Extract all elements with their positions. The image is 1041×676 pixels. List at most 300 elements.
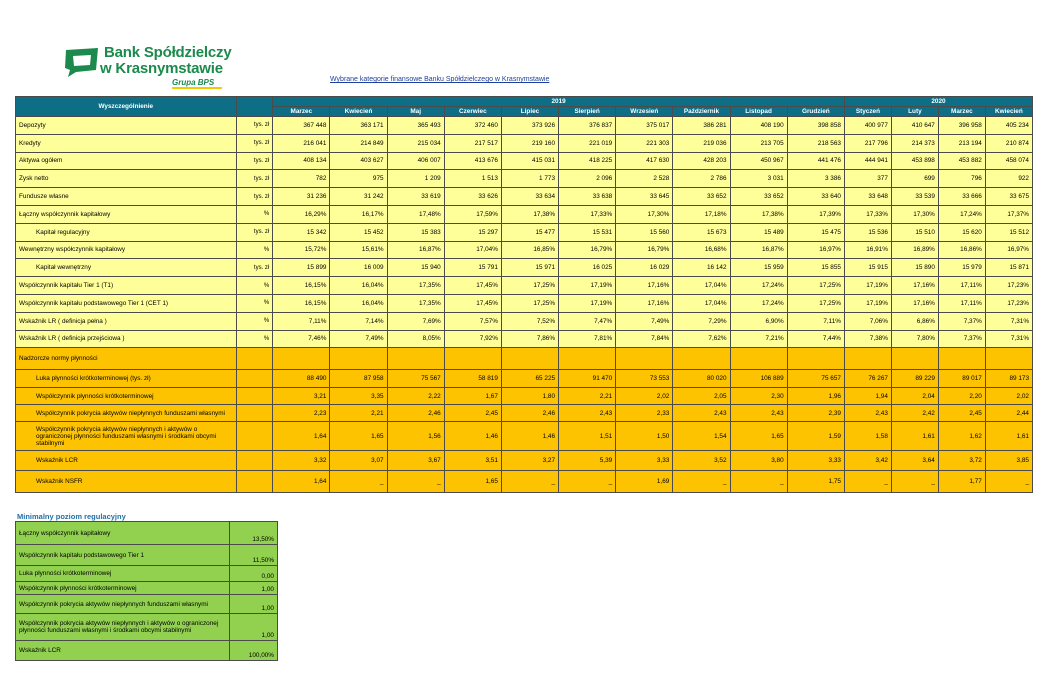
header-month: Luty <box>891 107 938 117</box>
row-value: 3,51 <box>444 451 501 471</box>
row-value: 16,87% <box>387 241 444 259</box>
row-value: 16,86% <box>938 241 985 259</box>
row-label: Współczynnik płynności krótkoterminowej <box>16 388 237 405</box>
row-value: 15 489 <box>730 223 787 241</box>
row-value: 17,23% <box>985 294 1032 312</box>
row-value: 15 512 <box>985 223 1032 241</box>
row-value: 16,17% <box>330 205 387 223</box>
row-value: 400 977 <box>844 117 891 135</box>
row-value: 7,31% <box>985 330 1032 348</box>
row-value: 210 874 <box>985 134 1032 152</box>
table-row <box>16 405 1033 422</box>
row-value: 2,02 <box>616 388 673 405</box>
row-value: 17,25% <box>787 294 844 312</box>
row-value: 58 819 <box>444 370 501 388</box>
row-value: _ <box>985 471 1032 493</box>
row-value: 1,96 <box>787 388 844 405</box>
row-value: 3,80 <box>730 451 787 471</box>
row-value: 31 242 <box>330 188 387 206</box>
row-value: 2,46 <box>501 405 558 422</box>
table-row <box>16 188 1033 206</box>
row-value: 33 652 <box>730 188 787 206</box>
row-label: Kredyty <box>16 134 237 152</box>
row-value: 17,38% <box>730 205 787 223</box>
row-value: 15 890 <box>891 259 938 277</box>
row-value: 15,72% <box>273 241 330 259</box>
row-value: 33 638 <box>559 188 616 206</box>
row-value: 15 452 <box>330 223 387 241</box>
row-value: 7,86% <box>501 330 558 348</box>
row-value: 1,54 <box>673 422 730 451</box>
row-value: 89 173 <box>985 370 1032 388</box>
row-value: 17,25% <box>501 294 558 312</box>
header-month: Styczeń <box>844 107 891 117</box>
table-row <box>16 259 1033 277</box>
row-value: 16,91% <box>844 241 891 259</box>
row-value: 7,37% <box>938 330 985 348</box>
row-value: 3,27 <box>501 451 558 471</box>
row-value: 221 303 <box>616 134 673 152</box>
header-month: Grudzień <box>787 107 844 117</box>
logo-underline <box>172 87 222 89</box>
row-value: 87 958 <box>330 370 387 388</box>
row-value: 2,22 <box>387 388 444 405</box>
row-unit: % <box>236 241 273 259</box>
row-value: 17,16% <box>891 277 938 295</box>
header-label: Wyszczególnienie <box>16 97 237 117</box>
row-value: 7,11% <box>273 312 330 330</box>
row-value: 2,45 <box>938 405 985 422</box>
table-row <box>16 117 1033 135</box>
header-month: Czerwiec <box>444 107 501 117</box>
row-value: _ <box>559 471 616 493</box>
row-label: Kapitał wewnętrzny <box>16 259 237 277</box>
row-label: Wewnętrzny współczynnik kapitałowy <box>16 241 237 259</box>
row-value: 408 134 <box>273 152 330 170</box>
row-value: 782 <box>273 170 330 188</box>
row-value: 33 648 <box>844 188 891 206</box>
row-value: 2 786 <box>673 170 730 188</box>
section-empty <box>387 348 444 370</box>
row-label: Wskaźnik NSFR <box>16 471 237 493</box>
row-value: 91 470 <box>559 370 616 388</box>
row-value: 7,14% <box>330 312 387 330</box>
row-value: 7,49% <box>330 330 387 348</box>
row-value: 16 009 <box>330 259 387 277</box>
row-unit <box>236 422 273 451</box>
row-value: 17,59% <box>444 205 501 223</box>
row-value: 2,20 <box>938 388 985 405</box>
row-label: Aktywa ogółem <box>16 152 237 170</box>
header-month: Lipiec <box>501 107 558 117</box>
row-unit: % <box>236 312 273 330</box>
section-empty <box>559 348 616 370</box>
row-value: 1 773 <box>501 170 558 188</box>
row-unit <box>236 388 273 405</box>
row-value: _ <box>501 471 558 493</box>
row-value: 7,49% <box>616 312 673 330</box>
row-value: 417 630 <box>616 152 673 170</box>
row-value: 7,38% <box>844 330 891 348</box>
minimum-label: Luka płynności krótkoterminowej <box>16 566 230 582</box>
header-month: Marzec <box>273 107 330 117</box>
row-value: 2,21 <box>330 405 387 422</box>
row-value: 699 <box>891 170 938 188</box>
row-value: 372 460 <box>444 117 501 135</box>
row-value: 1,64 <box>273 422 330 451</box>
section-empty <box>330 348 387 370</box>
row-value: 75 567 <box>387 370 444 388</box>
row-value: 15 475 <box>787 223 844 241</box>
row-value: 65 225 <box>501 370 558 388</box>
table-row <box>16 241 1033 259</box>
row-value: 16 025 <box>559 259 616 277</box>
row-value: 1,65 <box>330 422 387 451</box>
row-value: 16,29% <box>273 205 330 223</box>
row-unit <box>236 405 273 422</box>
row-value: 7,29% <box>673 312 730 330</box>
row-value: 17,19% <box>844 277 891 295</box>
row-value: 17,23% <box>985 277 1032 295</box>
row-value: 16,87% <box>730 241 787 259</box>
row-value: 17,25% <box>787 277 844 295</box>
row-value: 16,15% <box>273 277 330 295</box>
row-value: 89 229 <box>891 370 938 388</box>
row-value: 5,39 <box>559 451 616 471</box>
row-value: 16,97% <box>985 241 1032 259</box>
minimum-label: Łączny współczynnik kapitałowy <box>16 522 230 545</box>
row-value: 17,33% <box>844 205 891 223</box>
row-value: 15 855 <box>787 259 844 277</box>
section-empty <box>985 348 1032 370</box>
row-value: 219 036 <box>673 134 730 152</box>
table-row <box>16 312 1033 330</box>
row-label: Wskaźnik LCR <box>16 451 237 471</box>
row-value: 16 029 <box>616 259 673 277</box>
row-unit <box>236 451 273 471</box>
row-unit: tys. zł <box>236 134 273 152</box>
row-value: 1,61 <box>985 422 1032 451</box>
row-label: Luka płynności krótkoterminowej (tys. zł) <box>16 370 237 388</box>
bank-logo <box>62 44 232 88</box>
row-value: 214 849 <box>330 134 387 152</box>
row-value: 214 373 <box>891 134 938 152</box>
minimum-label: Współczynnik pokrycia aktywów niepłynnych funduszami własnymi <box>16 595 230 614</box>
row-value: 15 620 <box>938 223 985 241</box>
row-value: 7,37% <box>938 312 985 330</box>
minimum-table <box>15 521 278 661</box>
header-month: Maj <box>387 107 444 117</box>
row-value: 377 <box>844 170 891 188</box>
table-row <box>16 330 1033 348</box>
minimum-row <box>16 566 278 582</box>
header-month: Kwiecień <box>985 107 1032 117</box>
minimum-value: 13,50% <box>230 522 278 545</box>
row-value: 2,04 <box>891 388 938 405</box>
row-label: Wskaźnik LR ( definicja przejściowa ) <box>16 330 237 348</box>
table-row <box>16 205 1033 223</box>
row-value: 15 531 <box>559 223 616 241</box>
header-month: Październik <box>673 107 730 117</box>
minimum-row <box>16 641 278 661</box>
section-title: Nadzorcze normy płynności <box>16 348 237 370</box>
row-value: 16,79% <box>616 241 673 259</box>
row-value: 17,33% <box>559 205 616 223</box>
row-value: 413 676 <box>444 152 501 170</box>
bank-name-line1: Bank Spółdzielczy <box>104 44 232 61</box>
row-value: 408 190 <box>730 117 787 135</box>
row-value: 922 <box>985 170 1032 188</box>
row-value: 15 673 <box>673 223 730 241</box>
row-value: 7,21% <box>730 330 787 348</box>
row-value: 386 281 <box>673 117 730 135</box>
row-unit: tys. zł <box>236 223 273 241</box>
minimum-title: Minimalny poziom regulacyjny <box>17 512 126 521</box>
row-label: Łączny współczynnik kapitałowy <box>16 205 237 223</box>
table-row <box>16 294 1033 312</box>
row-value: 450 967 <box>730 152 787 170</box>
row-value: 418 225 <box>559 152 616 170</box>
row-value: 2,05 <box>673 388 730 405</box>
financial-table <box>15 96 1033 493</box>
row-value: 453 882 <box>938 152 985 170</box>
row-value: 33 619 <box>387 188 444 206</box>
row-value: 17,11% <box>938 277 985 295</box>
row-value: 17,24% <box>730 294 787 312</box>
row-value: 3,33 <box>616 451 673 471</box>
row-value: 17,11% <box>938 294 985 312</box>
row-value: 33 652 <box>673 188 730 206</box>
row-value: 7,80% <box>891 330 938 348</box>
row-value: _ <box>387 471 444 493</box>
row-value: 17,45% <box>444 294 501 312</box>
row-value: 2,23 <box>273 405 330 422</box>
row-value: 88 490 <box>273 370 330 388</box>
row-value: 363 171 <box>330 117 387 135</box>
table-row <box>16 170 1033 188</box>
section-empty <box>730 348 787 370</box>
table-row <box>16 134 1033 152</box>
row-value: 3,72 <box>938 451 985 471</box>
table-row <box>16 388 1033 405</box>
row-value: 17,16% <box>616 294 673 312</box>
header-year-2019: 2019 <box>273 97 845 107</box>
row-unit: tys. zł <box>236 188 273 206</box>
section-empty <box>673 348 730 370</box>
row-value: 33 675 <box>985 188 1032 206</box>
row-value: _ <box>330 471 387 493</box>
row-value: 2,43 <box>559 405 616 422</box>
row-value: 1,80 <box>501 388 558 405</box>
section-unit <box>236 348 273 370</box>
minimum-value: 1,00 <box>230 595 278 614</box>
row-value: 221 019 <box>559 134 616 152</box>
row-value: 8,05% <box>387 330 444 348</box>
section-empty <box>844 348 891 370</box>
row-value: 17,39% <box>787 205 844 223</box>
row-value: 15 510 <box>891 223 938 241</box>
row-value: 2,44 <box>985 405 1032 422</box>
row-value: 441 476 <box>787 152 844 170</box>
row-value: 16,04% <box>330 294 387 312</box>
row-value: 415 031 <box>501 152 558 170</box>
row-value: _ <box>844 471 891 493</box>
row-value: 17,24% <box>938 205 985 223</box>
row-value: 6,90% <box>730 312 787 330</box>
row-value: 15 383 <box>387 223 444 241</box>
row-value: 89 017 <box>938 370 985 388</box>
header-year-2020: 2020 <box>844 97 1032 107</box>
row-value: 15 959 <box>730 259 787 277</box>
minimum-label: Współczynnik płynności krótkoterminowej <box>16 582 230 595</box>
table-row <box>16 370 1033 388</box>
section-empty <box>938 348 985 370</box>
row-value: 16,15% <box>273 294 330 312</box>
row-unit: tys. zł <box>236 259 273 277</box>
row-value: 1,46 <box>501 422 558 451</box>
section-empty <box>787 348 844 370</box>
row-value: 17,30% <box>616 205 673 223</box>
bank-group-label: Grupa BPS <box>172 78 215 87</box>
row-unit: % <box>236 330 273 348</box>
row-value: 15 791 <box>444 259 501 277</box>
row-value: 17,04% <box>444 241 501 259</box>
minimum-row <box>16 595 278 614</box>
minimum-row <box>16 582 278 595</box>
row-value: 7,84% <box>616 330 673 348</box>
row-value: 213 705 <box>730 134 787 152</box>
row-value: 3 386 <box>787 170 844 188</box>
row-unit: % <box>236 205 273 223</box>
row-value: 16,79% <box>559 241 616 259</box>
row-value: 80 020 <box>673 370 730 388</box>
row-value: _ <box>891 471 938 493</box>
row-value: 7,46% <box>273 330 330 348</box>
table-row <box>16 223 1033 241</box>
row-label: Zysk netto <box>16 170 237 188</box>
row-value: 15 477 <box>501 223 558 241</box>
row-value: 17,24% <box>730 277 787 295</box>
row-unit: tys. zł <box>236 152 273 170</box>
row-value: 31 236 <box>273 188 330 206</box>
row-value: 2,30 <box>730 388 787 405</box>
row-value: 218 563 <box>787 134 844 152</box>
row-value: 975 <box>330 170 387 188</box>
row-label: Współczynnik kapitału podstawowego Tier 1 (CET 1) <box>16 294 237 312</box>
row-value: 1,67 <box>444 388 501 405</box>
row-value: 217 796 <box>844 134 891 152</box>
row-value: 17,30% <box>891 205 938 223</box>
row-value: 3,64 <box>891 451 938 471</box>
row-value: 215 034 <box>387 134 444 152</box>
row-unit: tys. zł <box>236 170 273 188</box>
row-value: 7,69% <box>387 312 444 330</box>
minimum-label: Współczynnik pokrycia aktywów niepłynnych i aktywów o ograniczonej płynności funduszami własnymi i środkami obcymi stabilnymi <box>16 614 230 641</box>
row-value: 2,02 <box>985 388 1032 405</box>
row-value: 16 142 <box>673 259 730 277</box>
minimum-value: 11,50% <box>230 545 278 566</box>
row-value: 410 647 <box>891 117 938 135</box>
row-value: 17,25% <box>501 277 558 295</box>
row-unit: % <box>236 294 273 312</box>
row-value: 15 297 <box>444 223 501 241</box>
row-value: 1,61 <box>891 422 938 451</box>
row-value: 7,57% <box>444 312 501 330</box>
row-value: _ <box>673 471 730 493</box>
minimum-row <box>16 545 278 566</box>
row-value: 1,69 <box>616 471 673 493</box>
row-value: 1,46 <box>444 422 501 451</box>
row-value: 17,18% <box>673 205 730 223</box>
minimum-value: 1,00 <box>230 614 278 641</box>
row-value: 17,19% <box>559 294 616 312</box>
row-value: 3,52 <box>673 451 730 471</box>
row-value: 375 017 <box>616 117 673 135</box>
row-value: 17,35% <box>387 294 444 312</box>
row-value: 17,48% <box>387 205 444 223</box>
row-value: 15,61% <box>330 241 387 259</box>
section-empty <box>273 348 330 370</box>
row-label: Współczynnik pokrycia aktywów niepłynnych i aktywów o ograniczonej płynności funduszami własnymi i środkami obcymi stabilnymi <box>16 422 237 451</box>
row-value: 219 160 <box>501 134 558 152</box>
section-empty <box>616 348 673 370</box>
row-value: 3,21 <box>273 388 330 405</box>
row-value: 17,04% <box>673 294 730 312</box>
row-value: 7,62% <box>673 330 730 348</box>
row-value: 33 666 <box>938 188 985 206</box>
table-row <box>16 277 1033 295</box>
row-label: Wskaźnik LR ( definicja pełna ) <box>16 312 237 330</box>
row-value: 6,86% <box>891 312 938 330</box>
row-value: 398 858 <box>787 117 844 135</box>
row-value: 1,50 <box>616 422 673 451</box>
row-value: 16,97% <box>787 241 844 259</box>
row-value: 17,19% <box>844 294 891 312</box>
row-value: 17,04% <box>673 277 730 295</box>
row-value: 2,43 <box>844 405 891 422</box>
table-row <box>16 451 1033 471</box>
row-value: 1,64 <box>273 471 330 493</box>
section-empty <box>501 348 558 370</box>
row-value: 15 871 <box>985 259 1032 277</box>
row-value: 216 041 <box>273 134 330 152</box>
section-row <box>16 348 1033 370</box>
row-value: 3,85 <box>985 451 1032 471</box>
row-value: 2 528 <box>616 170 673 188</box>
row-value: 1,75 <box>787 471 844 493</box>
row-value: 7,06% <box>844 312 891 330</box>
minimum-label: Współczynnik kapitału podstawowego Tier 1 <box>16 545 230 566</box>
row-value: 367 448 <box>273 117 330 135</box>
row-value: 7,81% <box>559 330 616 348</box>
row-value: 376 837 <box>559 117 616 135</box>
row-value: 213 194 <box>938 134 985 152</box>
row-value: 16,04% <box>330 277 387 295</box>
row-value: 33 634 <box>501 188 558 206</box>
row-value: 365 493 <box>387 117 444 135</box>
minimum-row <box>16 522 278 545</box>
row-value: 1,58 <box>844 422 891 451</box>
row-value: 17,19% <box>559 277 616 295</box>
row-value: 403 627 <box>330 152 387 170</box>
minimum-row <box>16 614 278 641</box>
row-value: 3,32 <box>273 451 330 471</box>
row-value: 7,52% <box>501 312 558 330</box>
row-value: 2,46 <box>387 405 444 422</box>
row-value: 2,21 <box>559 388 616 405</box>
section-empty <box>444 348 501 370</box>
row-value: 15 560 <box>616 223 673 241</box>
